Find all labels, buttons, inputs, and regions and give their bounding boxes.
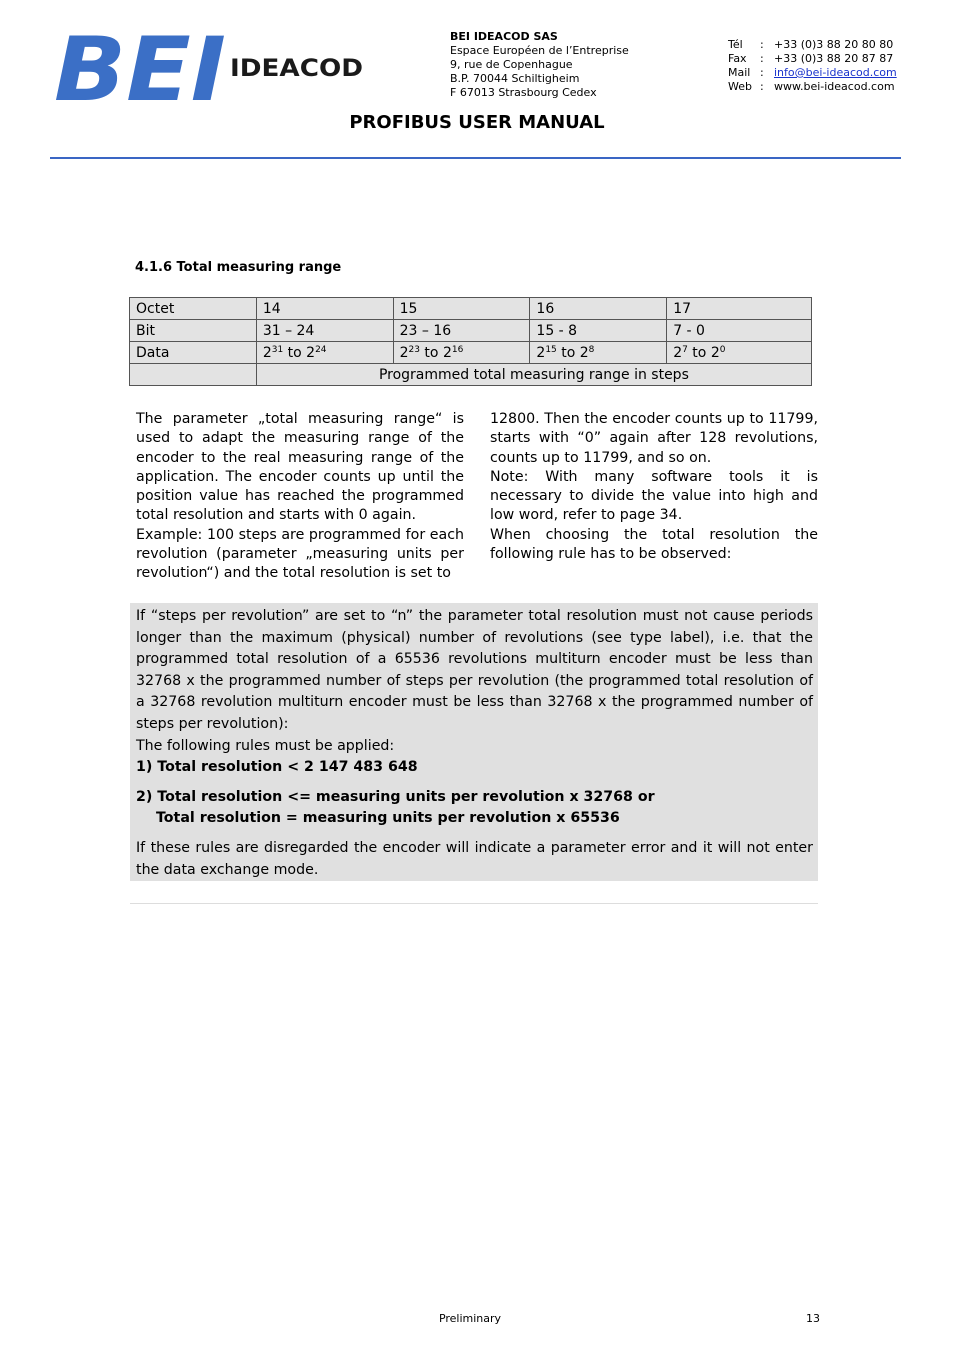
contact-value: +33 (0)3 88 20 80 80 bbox=[774, 38, 894, 51]
table-cell: $2^7$ to $2^0$ bbox=[667, 342, 812, 364]
rule-1: 1) Total resolution < 2 147 483 648 bbox=[136, 759, 418, 776]
note-rules-intro: The following rules must be applied: bbox=[136, 737, 395, 754]
table-row bbox=[130, 320, 812, 342]
svg-text:BEI: BEI bbox=[54, 28, 227, 104]
octet-table bbox=[129, 297, 812, 386]
email-link[interactable]: info@bei-ideacod.com bbox=[774, 66, 897, 79]
table-cell: 23 – 16 bbox=[393, 320, 530, 342]
table-row bbox=[130, 342, 812, 364]
rule-2-alt: Total resolution = measuring units per revolution x 65536 bbox=[156, 810, 620, 827]
row-label: Bit bbox=[130, 320, 257, 342]
contact-block bbox=[728, 38, 897, 94]
table-cell: 14 bbox=[256, 298, 393, 320]
svg-text:IDEACOD: IDEACOD bbox=[230, 54, 363, 82]
table-cell: 17 bbox=[667, 298, 812, 320]
note-closing: If these rules are disregarded the encoder will indicate a parameter error and it will not enter the data exchange mode. bbox=[136, 839, 813, 878]
address-line: B.P. 70044 Schiltigheim bbox=[450, 72, 580, 85]
paragraph: Note: With many software tools it is necessary to divide the value into high and low word, refer to page 34. bbox=[490, 468, 818, 524]
contact-fax: Fax : +33 (0)3 88 20 87 87 bbox=[728, 52, 894, 65]
table-cell: 15 - 8 bbox=[530, 320, 667, 342]
contact-label: Web bbox=[728, 80, 752, 93]
table-cell: 16 bbox=[530, 298, 667, 320]
section-heading: 4.1.6 Total measuring range bbox=[135, 260, 342, 275]
table-cell: $2^{31}$ to $2^{24}$ bbox=[256, 342, 393, 364]
address-line: F 67013 Strasbourg Cedex bbox=[450, 86, 597, 99]
table-cell: 7 - 0 bbox=[667, 320, 812, 342]
contact-value: www.bei-ideacod.com bbox=[774, 80, 895, 93]
table-row bbox=[130, 298, 812, 320]
rule-2: 2) Total resolution <= measuring units per revolution x 32768 or bbox=[136, 788, 655, 805]
company-logo bbox=[50, 28, 370, 104]
contact-label: Mail bbox=[728, 66, 751, 79]
company-name: BEI IDEACOD SAS bbox=[450, 30, 558, 43]
table-cell: 15 bbox=[393, 298, 530, 320]
address-line: Espace Européen de l’Entreprise bbox=[450, 44, 629, 57]
contact-phone: Tél : +33 (0)3 88 20 80 80 bbox=[728, 38, 894, 51]
contact-label: Tél bbox=[728, 38, 743, 51]
footer-status: Preliminary bbox=[438, 1312, 502, 1325]
header-divider bbox=[50, 157, 901, 159]
address-line: 9, rue de Copenhague bbox=[450, 58, 573, 71]
table-row bbox=[130, 364, 812, 386]
left-column-text bbox=[136, 410, 464, 584]
right-column-text bbox=[490, 410, 818, 564]
paragraph: Example: 100 steps are programmed for each revolution (parameter „measuring units per revolution“) and the total resolution is set to bbox=[136, 526, 464, 582]
paragraph: 12800. Then the encoder counts up to 11799, starts with “0” again after 128 revolutions, counts up to 11799, and so on. bbox=[490, 411, 818, 466]
table-description-cell: Programmed total measuring range in steps bbox=[256, 364, 811, 386]
note-intro: If “steps per revolution” are set to “n” the parameter total resolution must not cause periods longer than the maximum (physical) number of revolutions (see type label), i.e. that the programmed total resolution of a 65536 revolutions multiturn encoder must be less than 32768 x the programmed number of steps per revolution (the programmed total resolution of a 32768 revolution multiturn encoder must be less than 32768 x the programmed number of steps per revolution): bbox=[136, 608, 813, 732]
section-divider bbox=[130, 903, 818, 904]
paragraph: The parameter „total measuring range“ is used to adapt the measuring range of the encoder to the real measuring range of the application. The encoder counts up until the position value has reached the programmed total resolution and starts with 0 again. bbox=[136, 411, 464, 524]
contact-label: Fax bbox=[728, 52, 747, 65]
contact-web: Web : www.bei-ideacod.com bbox=[728, 80, 895, 93]
table-cell: $2^{23}$ to $2^{16}$ bbox=[393, 342, 530, 364]
table-cell-empty bbox=[130, 364, 257, 386]
contact-mail: Mail : info@bei-ideacod.com bbox=[728, 66, 897, 79]
table-cell: 31 – 24 bbox=[256, 320, 393, 342]
page-number: 13 bbox=[806, 1312, 820, 1325]
row-label: Octet bbox=[130, 298, 257, 320]
document-title: PROFIBUS USER MANUAL bbox=[349, 112, 605, 133]
contact-value: +33 (0)3 88 20 87 87 bbox=[774, 52, 894, 65]
paragraph: When choosing the total resolution the following rule has to be observed: bbox=[490, 526, 818, 563]
row-label: Data bbox=[130, 342, 257, 364]
company-address-block bbox=[450, 30, 629, 100]
note-box bbox=[130, 603, 818, 881]
table-cell: $2^{15}$ to $2^8$ bbox=[530, 342, 667, 364]
